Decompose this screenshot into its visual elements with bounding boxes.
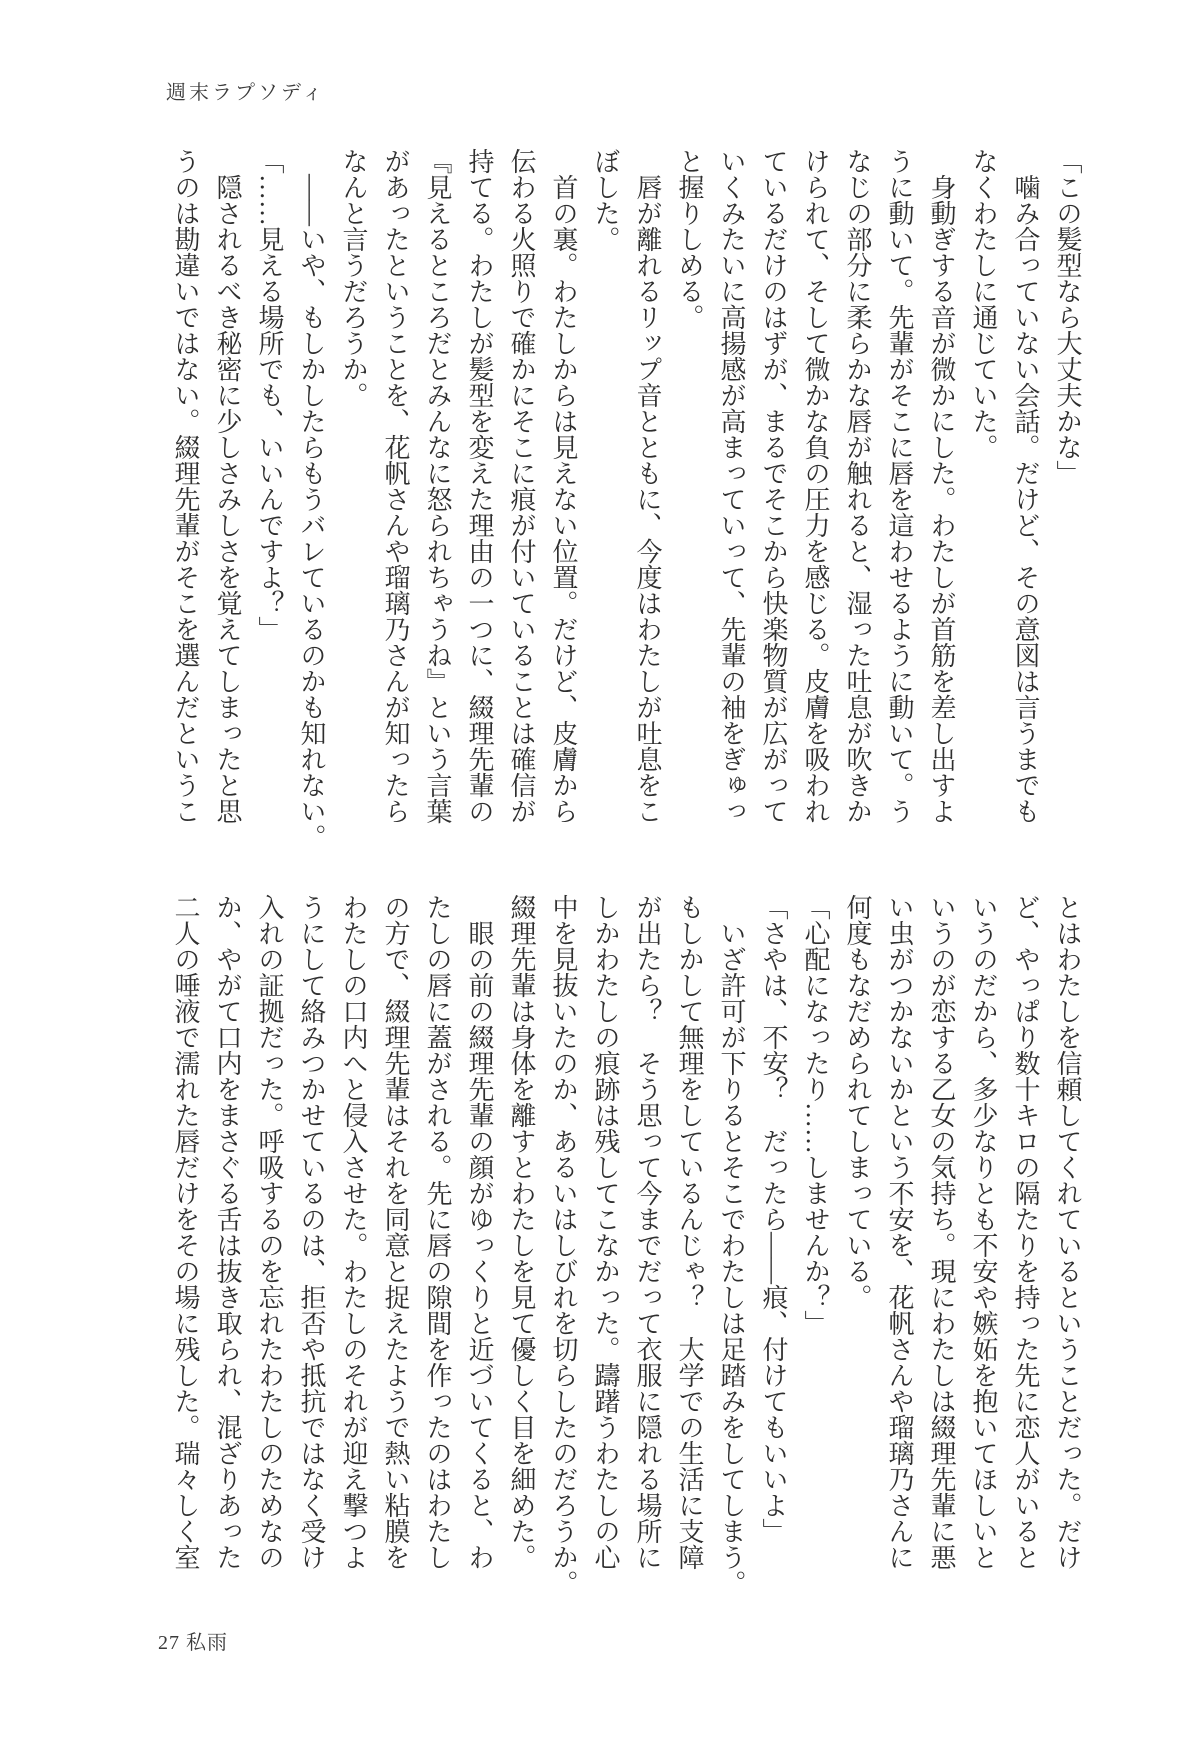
text-column: 『見えるところだとみんなに怒られちゃうね』という言葉 [423,148,452,824]
text-block-bottom [164,894,1088,1596]
text-column: 中を見抜いたのか、あるいはしびれを切らしたのだろうか。 [549,894,578,1596]
text-column: とはわたしを信頼してくれているということだった。だけ [1053,894,1082,1570]
text-column: うのは勘違いではない。綴理先輩がそこを選んだというこ [171,148,200,824]
text-column: けられて、そして微かな負の圧力を感じる。皮膚を吸われ [801,148,830,824]
text-column: があったということを、花帆さんや瑠璃乃さんが知ったら [381,148,410,824]
text-column: 二人の唾液で濡れた唇だけをその場に残した。瑞々しく室 [171,894,200,1570]
text-column: 唇が離れるリップ音とともに、今度はわたしが吐息をこ [633,148,662,824]
text-column: なんと言うだろうか。 [339,148,368,408]
text-column: 伝わる火照りで確かにそこに痕が付いていることは確信が [507,148,536,824]
text-column: と握りしめる。 [675,148,704,330]
text-column: 持てる。わたしが髪型を変えた理由の一つに、綴理先輩の [465,148,494,824]
text-column: ぼした。 [591,148,620,252]
text-column: いくみたいに高揚感が高まっていって、先輩の袖をぎゅっ [717,148,746,824]
text-column: ど、やっぱり数十キロの隔たりを持った先に恋人がいると [1011,894,1040,1570]
text-column: の方で、綴理先輩はそれを同意と捉えたようで熱い粘膜を [381,894,410,1570]
text-column: たしの唇に蓋がされる。先に唇の隙間を作ったのはわたし [423,894,452,1570]
text-column: い虫がつかないかという不安を、花帆さんや瑠璃乃さんに [885,894,914,1570]
text-column: 噛み合っていない会話。だけど、その意図は言うまでも [1011,148,1040,824]
text-column: なくわたしに通じていた。 [969,148,998,460]
text-column: 首の裏。わたしからは見えない位置。だけど、皮膚から [549,148,578,824]
running-header-title: 週末ラプソディ [166,82,326,104]
text-column: もしかして無理をしているんじゃ？ 大学での生活に支障 [675,894,704,1570]
text-column: いうのが恋する乙女の気持ち。現にわたしは綴理先輩に悪 [927,894,956,1570]
text-column: 「……見える場所でも、いいんですよ？」 [255,148,284,642]
text-column: 身動ぎする音が微かにした。わたしが首筋を差し出すよ [927,148,956,824]
text-column: ――いや、もしかしたらもうバレているのかも知れない。 [297,148,326,850]
page-number: 27 私雨 [158,1632,228,1654]
text-column: 「この髪型なら大丈夫かな」 [1053,148,1082,486]
text-column: 綴理先輩は身体を離すとわたしを見て優しく目を細めた。 [507,894,536,1570]
text-column: なじの部分に柔らかな唇が触れると、湿った吐息が吹きか [843,148,872,824]
text-block-top [164,148,1088,850]
text-column: 「心配になったり……しませんか？」 [801,894,830,1336]
text-column: 入れの証拠だった。呼吸するのを忘れたわたしのためなの [255,894,284,1570]
text-column: 隠されるべき秘密に少しさみしさを覚えてしまったと思 [213,148,242,824]
text-column: わたしの口内へと侵入させた。わたしのそれが迎え撃つよ [339,894,368,1570]
text-column: ているだけのはずが、まるでそこから快楽物質が広がって [759,148,788,824]
text-column: 眼の前の綴理先輩の顔がゆっくりと近づいてくると、わ [465,894,494,1570]
text-column: うに動いて。先輩がそこに唇を這わせるように動いて。う [885,148,914,824]
text-column: うにして絡みつかせているのは、拒否や抵抗ではなく受け [297,894,326,1570]
text-column: 「さやは、不安？ だったら――痕、付けてもいいよ」 [759,894,788,1544]
text-column: か、やがて口内をまさぐる舌は抜き取られ、混ざりあった [213,894,242,1570]
text-column: 何度もなだめられてしまっている。 [843,894,872,1310]
text-column: しかわたしの痕跡は残してこなかった。躊躇うわたしの心 [591,894,620,1570]
text-column: いうのだから、多少なりとも不安や嫉妬を抱いてほしいと [969,894,998,1570]
text-column: が出たら？ そう思って今までだって衣服に隠れる場所に [633,894,662,1570]
text-column: いざ許可が下りるとそこでわたしは足踏みをしてしまう。 [717,894,746,1596]
